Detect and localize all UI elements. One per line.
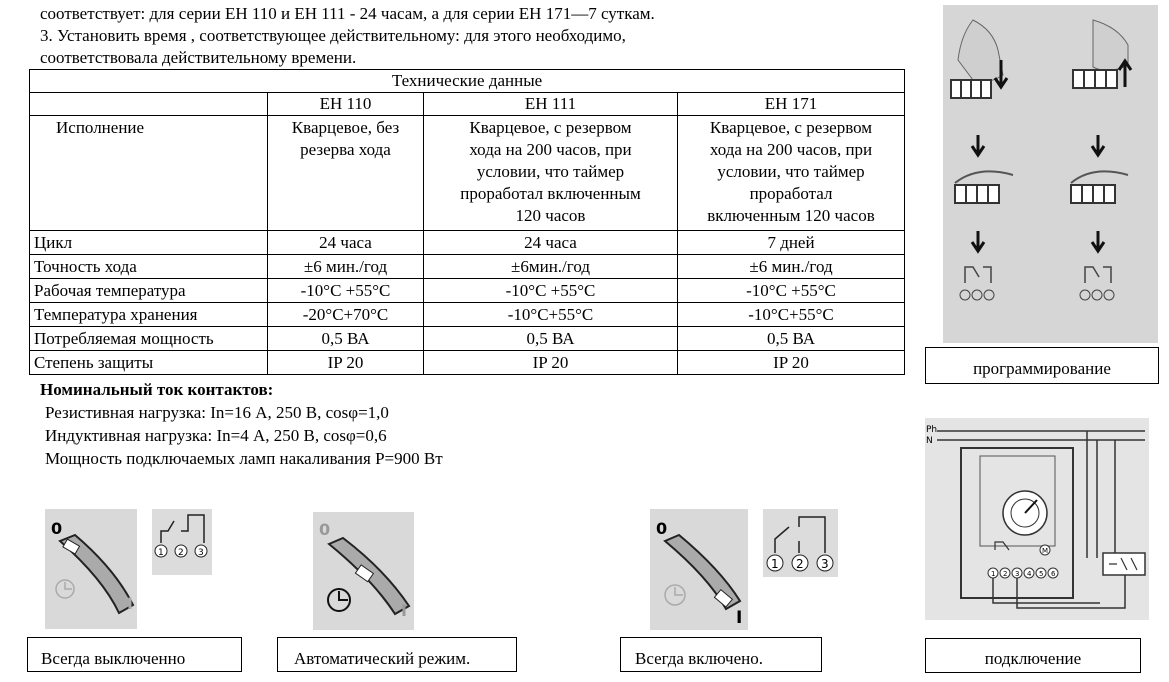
connection-caption xyxy=(925,638,1141,673)
contact-diagram-icon xyxy=(1080,267,1114,300)
terminal-label: 1 xyxy=(991,570,996,578)
row-value: -10°С+55°С xyxy=(678,303,905,327)
execution-eh111-line: условии, что таймер xyxy=(476,162,625,181)
row-value: IP 20 xyxy=(424,351,678,375)
row-label: Рабочая температура xyxy=(30,279,268,303)
contact-open-icon xyxy=(161,515,204,543)
execution-eh171 xyxy=(678,116,905,231)
execution-eh111-line: Кварцевое, с резервом xyxy=(469,118,632,137)
execution-eh110 xyxy=(268,116,424,231)
table-row-execution xyxy=(30,116,905,231)
mode-on-caption xyxy=(620,637,822,672)
connection-caption-text: подключение xyxy=(984,649,1082,668)
terminal-label: 1 xyxy=(158,548,164,558)
row-value: -10°С +55°С xyxy=(678,279,905,303)
execution-eh171-line: включенным 120 часов xyxy=(707,206,875,225)
contact-diagram-icon xyxy=(960,267,994,300)
execution-eh111-line: проработал включенным xyxy=(460,184,641,203)
table-row xyxy=(30,231,905,255)
mode-off-caption xyxy=(27,637,242,672)
row-label: Потребляемая мощность xyxy=(30,327,268,351)
row-value: IP 20 xyxy=(268,351,424,375)
spec-table xyxy=(29,69,905,375)
switch-on-illustration xyxy=(650,509,748,630)
terminal-label: 1 xyxy=(771,557,779,571)
execution-eh171-line: проработал xyxy=(749,184,833,203)
execution-eh171-line: условии, что таймер xyxy=(717,162,865,181)
header-eh111: ЕН 111 xyxy=(424,93,678,116)
contact-on-illustration xyxy=(763,509,838,577)
contacts-heading: Номинальный ток контактов: xyxy=(40,380,274,399)
row-value: 24 часа xyxy=(268,231,424,255)
contacts-resistive: Резистивная нагрузка: In=16 А, 250 В, cosφ=1,0 xyxy=(45,403,389,422)
mode-auto-caption-text: Автоматический режим. xyxy=(294,649,471,668)
table-row xyxy=(30,255,905,279)
mode-off-caption-text: Всегда выключенно xyxy=(41,649,186,668)
n-label: N xyxy=(926,436,933,446)
execution-label: Исполнение xyxy=(30,116,268,231)
ph-label: Ph xyxy=(926,425,938,435)
execution-eh171-line: Кварцевое, с резервом xyxy=(709,118,873,137)
contact-on-drawing xyxy=(763,509,838,577)
table-row xyxy=(30,303,905,327)
table-row xyxy=(30,351,905,375)
terminal-label: 6 xyxy=(1051,570,1056,578)
header-eh171: ЕН 171 xyxy=(678,93,905,116)
label-one: I xyxy=(401,601,407,620)
table-row xyxy=(30,279,905,303)
row-label: Цикл xyxy=(30,231,268,255)
header-empty xyxy=(30,93,268,116)
row-value: -20°С+70°С xyxy=(268,303,424,327)
programming-drawing xyxy=(943,5,1158,343)
execution-eh110-line: резерва хода xyxy=(300,140,391,159)
step-segments-icon xyxy=(1071,171,1128,203)
execution-eh111-line: 120 часов xyxy=(515,206,586,225)
row-value: ±6 мин./год xyxy=(268,255,424,279)
label-zero: 0 xyxy=(656,519,668,538)
terminal-label: 2 xyxy=(178,548,184,558)
row-value: ±6 мин./год xyxy=(678,255,905,279)
arrow-down-icon xyxy=(1092,135,1104,155)
programming-caption-text: программирование xyxy=(973,359,1111,378)
label-zero: 0 xyxy=(51,519,63,538)
row-value: 0,5 ВА xyxy=(678,327,905,351)
arrow-down-icon xyxy=(972,135,984,155)
execution-eh111 xyxy=(424,116,678,231)
intro-line-2: 3. Установить время , соответствующее действительному: для этого необходимо, xyxy=(40,26,626,45)
intro-line-1: соответствует: для серии ЕН 110 и ЕН 111 - 24 часам, а для серии ЕН 171—7 суткам. xyxy=(40,4,655,23)
row-value: IP 20 xyxy=(678,351,905,375)
step-hand-press-down-icon xyxy=(951,20,1007,98)
contact-closed-icon xyxy=(775,517,825,553)
terminal-label: 3 xyxy=(198,548,204,558)
table-title: Технические данные xyxy=(30,70,905,93)
contacts-lamps: Мощность подключаемых ламп накаливания Р=900 Вт xyxy=(45,449,443,468)
row-label: Температура хранения xyxy=(30,303,268,327)
row-value: ±6мин./год xyxy=(424,255,678,279)
terminal-label: 3 xyxy=(821,557,829,571)
switch-off-illustration xyxy=(45,509,137,629)
switch-auto-illustration xyxy=(313,512,414,630)
row-label: Степень защиты xyxy=(30,351,268,375)
step-hand-press-up-icon xyxy=(1073,20,1131,88)
table-row xyxy=(30,327,905,351)
intro-line-3: соответствовала действительному времени. xyxy=(40,48,357,67)
arrow-down-icon xyxy=(972,231,984,251)
supply-wires xyxy=(1087,431,1115,558)
label-one: I xyxy=(736,608,743,628)
header-eh110: ЕН 110 xyxy=(268,93,424,116)
terminal-label: 5 xyxy=(1039,570,1044,578)
switch-on-drawing xyxy=(650,509,748,630)
programming-caption xyxy=(925,347,1159,384)
execution-eh110-line: Кварцевое, без xyxy=(291,118,400,137)
terminal-strip xyxy=(988,568,1058,578)
terminal-label: 4 xyxy=(1027,570,1032,578)
contacts-inductive: Индуктивная нагрузка: In=4 А, 250 В, cosφ=0,6 xyxy=(45,426,387,445)
terminal-label: 2 xyxy=(796,557,804,571)
motor-label: M xyxy=(1042,547,1049,555)
step-segments-icon xyxy=(955,171,1013,203)
mode-auto-caption xyxy=(277,637,517,672)
wiring-drawing xyxy=(925,418,1149,620)
terminal-label: 2 xyxy=(1003,570,1008,578)
mode-on-caption-text: Всегда включено. xyxy=(635,649,763,668)
contact-off-drawing xyxy=(152,509,212,575)
label-one: I xyxy=(127,594,133,613)
row-value: 7 дней xyxy=(678,231,905,255)
programming-illustration xyxy=(943,5,1158,343)
contact-off-illustration xyxy=(152,509,212,575)
execution-eh111-line: хода на 200 часов, при xyxy=(469,140,632,159)
terminal-label: 3 xyxy=(1015,570,1020,578)
row-value: -10°С +55°С xyxy=(424,279,678,303)
wiring-illustration xyxy=(925,418,1149,620)
row-value: 24 часа xyxy=(424,231,678,255)
arrow-down-icon xyxy=(1092,231,1104,251)
execution-eh171-line: хода на 200 часов, при xyxy=(709,140,873,159)
switch-off-drawing xyxy=(45,509,137,629)
row-value: 0,5 ВА xyxy=(268,327,424,351)
row-value: -10°С+55°С xyxy=(424,303,678,327)
switch-auto-drawing xyxy=(313,512,414,630)
row-value: -10°С +55°С xyxy=(268,279,424,303)
label-zero: 0 xyxy=(319,520,331,539)
row-value: 0,5 ВА xyxy=(424,327,678,351)
row-label: Точность хода xyxy=(30,255,268,279)
